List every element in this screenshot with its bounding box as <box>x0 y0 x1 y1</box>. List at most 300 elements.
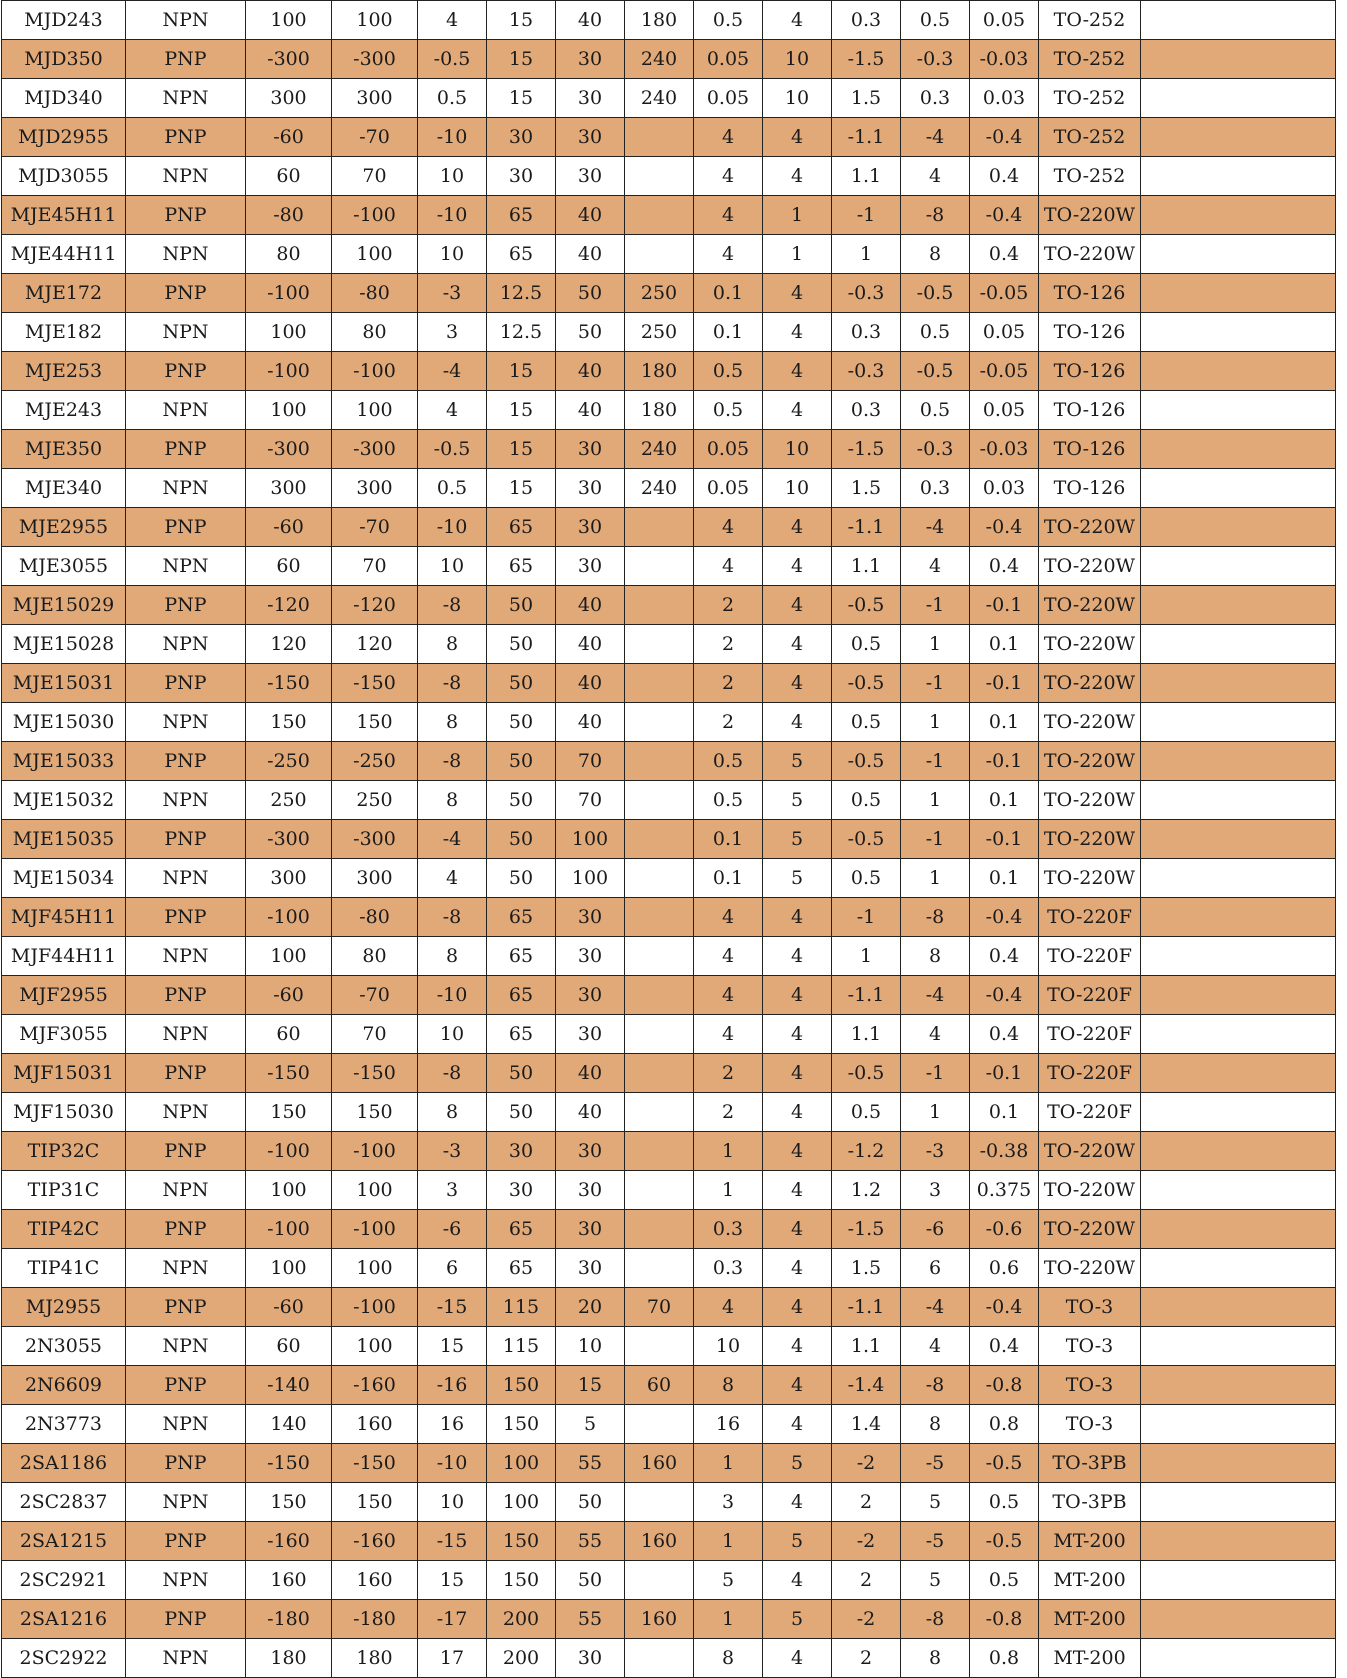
table-row <box>2 79 1336 118</box>
cell-remarks <box>1141 1288 1336 1327</box>
cell-part-number: MJF45H11 <box>2 898 126 937</box>
table-row <box>2 1561 1336 1600</box>
cell-ic-sat: 3 <box>901 1171 970 1210</box>
cell-package: TO-126 <box>1039 313 1141 352</box>
cell-test-ic: 4 <box>694 118 763 157</box>
cell-ic: 4 <box>418 1 487 40</box>
cell-vcbo: 70 <box>332 1015 418 1054</box>
cell-hfe-min: 5 <box>556 1405 625 1444</box>
cell-package: TO-220W <box>1039 742 1141 781</box>
cell-hfe-min: 15 <box>556 1366 625 1405</box>
cell-pc: 150 <box>487 1561 556 1600</box>
cell-vce-test: 4 <box>763 1288 832 1327</box>
cell-remarks <box>1141 1093 1336 1132</box>
cell-ic: -4 <box>418 820 487 859</box>
cell-part-number: MJE3055 <box>2 547 126 586</box>
cell-vceo: -60 <box>246 1288 332 1327</box>
cell-polarity: NPN <box>126 1405 246 1444</box>
cell-vce-test: 4 <box>763 1054 832 1093</box>
cell-hfe-max <box>625 235 694 274</box>
cell-vceo: 100 <box>246 1171 332 1210</box>
cell-pc: 50 <box>487 1093 556 1132</box>
cell-pc: 65 <box>487 235 556 274</box>
cell-test-ic: 4 <box>694 196 763 235</box>
cell-ic: -17 <box>418 1600 487 1639</box>
cell-hfe-min: 40 <box>556 391 625 430</box>
cell-hfe-min: 40 <box>556 1 625 40</box>
cell-ic: -10 <box>418 508 487 547</box>
cell-ic-sat: -0.5 <box>901 274 970 313</box>
cell-test-ic: 1 <box>694 1171 763 1210</box>
cell-vce-test: 1 <box>763 196 832 235</box>
cell-test-ic: 8 <box>694 1366 763 1405</box>
cell-polarity: NPN <box>126 1561 246 1600</box>
cell-polarity: PNP <box>126 664 246 703</box>
cell-hfe-min: 30 <box>556 508 625 547</box>
cell-ic: 16 <box>418 1405 487 1444</box>
cell-remarks <box>1141 586 1336 625</box>
cell-vce-sat: 0.3 <box>832 391 901 430</box>
cell-hfe-min: 40 <box>556 1093 625 1132</box>
cell-vce-sat: 0.3 <box>832 313 901 352</box>
cell-hfe-min: 30 <box>556 118 625 157</box>
cell-ic: 10 <box>418 547 487 586</box>
cell-package: TO-220W <box>1039 820 1141 859</box>
cell-package: TO-220W <box>1039 664 1141 703</box>
cell-polarity: PNP <box>126 274 246 313</box>
cell-pc: 200 <box>487 1600 556 1639</box>
cell-vceo: -100 <box>246 1210 332 1249</box>
cell-vcbo: 180 <box>332 1639 418 1678</box>
cell-package: TO-220W <box>1039 586 1141 625</box>
cell-hfe-max <box>625 1171 694 1210</box>
cell-remarks <box>1141 157 1336 196</box>
cell-vceo: -100 <box>246 898 332 937</box>
cell-ic-sat: 1 <box>901 781 970 820</box>
cell-vcbo: 80 <box>332 937 418 976</box>
cell-vce-sat: 2 <box>832 1639 901 1678</box>
cell-vce-test: 4 <box>763 274 832 313</box>
cell-ib-sat: 0.6 <box>970 1249 1039 1288</box>
cell-vce-sat: -0.5 <box>832 1054 901 1093</box>
cell-vcbo: -100 <box>332 1132 418 1171</box>
cell-vceo: -160 <box>246 1522 332 1561</box>
cell-vce-test: 4 <box>763 1366 832 1405</box>
cell-part-number: 2SA1186 <box>2 1444 126 1483</box>
cell-vce-sat: -1.2 <box>832 1132 901 1171</box>
cell-part-number: MJF15031 <box>2 1054 126 1093</box>
cell-test-ic: 1 <box>694 1600 763 1639</box>
cell-vceo: -250 <box>246 742 332 781</box>
cell-hfe-min: 70 <box>556 781 625 820</box>
cell-vce-sat: 1 <box>832 235 901 274</box>
cell-polarity: PNP <box>126 118 246 157</box>
transistor-spec-table <box>1 0 1336 1678</box>
cell-ic-sat: -1 <box>901 742 970 781</box>
cell-hfe-max <box>625 1561 694 1600</box>
cell-vceo: 300 <box>246 859 332 898</box>
cell-vceo: 60 <box>246 157 332 196</box>
cell-ic-sat: 4 <box>901 1015 970 1054</box>
cell-hfe-max <box>625 1639 694 1678</box>
cell-hfe-min: 40 <box>556 586 625 625</box>
cell-hfe-max <box>625 742 694 781</box>
cell-package: TO-220W <box>1039 1132 1141 1171</box>
cell-hfe-max <box>625 898 694 937</box>
cell-ic-sat: -6 <box>901 1210 970 1249</box>
cell-hfe-min: 30 <box>556 469 625 508</box>
cell-package: TO-220W <box>1039 196 1141 235</box>
cell-remarks <box>1141 1171 1336 1210</box>
cell-package: TO-126 <box>1039 430 1141 469</box>
cell-vceo: -150 <box>246 664 332 703</box>
cell-vce-test: 4 <box>763 547 832 586</box>
cell-remarks <box>1141 40 1336 79</box>
table-row <box>2 1093 1336 1132</box>
cell-polarity: NPN <box>126 1171 246 1210</box>
cell-part-number: MJE15030 <box>2 703 126 742</box>
cell-ib-sat: -0.5 <box>970 1444 1039 1483</box>
cell-vcbo: 300 <box>332 79 418 118</box>
cell-ib-sat: 0.375 <box>970 1171 1039 1210</box>
cell-vceo: 300 <box>246 469 332 508</box>
cell-ib-sat: -0.8 <box>970 1366 1039 1405</box>
table-row <box>2 1600 1336 1639</box>
cell-test-ic: 5 <box>694 1561 763 1600</box>
cell-ic: -15 <box>418 1522 487 1561</box>
cell-vce-test: 4 <box>763 1405 832 1444</box>
table-row <box>2 703 1336 742</box>
cell-ic-sat: 4 <box>901 1327 970 1366</box>
cell-vceo: -180 <box>246 1600 332 1639</box>
cell-package: TO-220F <box>1039 1093 1141 1132</box>
cell-remarks <box>1141 352 1336 391</box>
cell-vce-sat: 1 <box>832 937 901 976</box>
cell-pc: 15 <box>487 352 556 391</box>
cell-ic: 4 <box>418 391 487 430</box>
cell-vce-sat: 0.5 <box>832 625 901 664</box>
cell-hfe-max <box>625 586 694 625</box>
cell-package: TO-126 <box>1039 469 1141 508</box>
cell-ic: 15 <box>418 1561 487 1600</box>
cell-test-ic: 4 <box>694 898 763 937</box>
cell-hfe-max: 70 <box>625 1288 694 1327</box>
cell-hfe-min: 30 <box>556 1015 625 1054</box>
cell-ib-sat: 0.03 <box>970 79 1039 118</box>
cell-pc: 12.5 <box>487 274 556 313</box>
cell-test-ic: 4 <box>694 1015 763 1054</box>
cell-vcbo: -160 <box>332 1522 418 1561</box>
cell-hfe-max: 250 <box>625 274 694 313</box>
cell-polarity: NPN <box>126 1015 246 1054</box>
cell-vcbo: -70 <box>332 976 418 1015</box>
cell-ic: -10 <box>418 118 487 157</box>
cell-ic: 15 <box>418 1327 487 1366</box>
cell-part-number: MJF15030 <box>2 1093 126 1132</box>
cell-vceo: 150 <box>246 703 332 742</box>
cell-vceo: -300 <box>246 430 332 469</box>
cell-remarks <box>1141 1639 1336 1678</box>
cell-polarity: NPN <box>126 781 246 820</box>
cell-ib-sat: 0.4 <box>970 547 1039 586</box>
cell-vce-test: 10 <box>763 469 832 508</box>
cell-vcbo: -100 <box>332 1210 418 1249</box>
cell-vce-test: 4 <box>763 391 832 430</box>
cell-vce-test: 5 <box>763 859 832 898</box>
cell-ic-sat: -8 <box>901 1600 970 1639</box>
cell-vcbo: 300 <box>332 859 418 898</box>
cell-test-ic: 0.1 <box>694 859 763 898</box>
cell-hfe-max <box>625 547 694 586</box>
cell-remarks <box>1141 664 1336 703</box>
cell-part-number: MJD2955 <box>2 118 126 157</box>
cell-vceo: -100 <box>246 1132 332 1171</box>
cell-vce-sat: 1.4 <box>832 1405 901 1444</box>
cell-vcbo: 100 <box>332 1 418 40</box>
cell-vce-test: 4 <box>763 937 832 976</box>
cell-hfe-min: 10 <box>556 1327 625 1366</box>
cell-part-number: MJD340 <box>2 79 126 118</box>
cell-ib-sat: 0.8 <box>970 1405 1039 1444</box>
cell-ib-sat: 0.4 <box>970 1327 1039 1366</box>
cell-remarks <box>1141 937 1336 976</box>
cell-ic-sat: -1 <box>901 664 970 703</box>
table-row <box>2 781 1336 820</box>
cell-pc: 65 <box>487 1015 556 1054</box>
cell-vceo: -120 <box>246 586 332 625</box>
cell-vce-sat: 0.5 <box>832 781 901 820</box>
cell-ic: -15 <box>418 1288 487 1327</box>
cell-pc: 115 <box>487 1288 556 1327</box>
cell-remarks <box>1141 391 1336 430</box>
cell-hfe-min: 70 <box>556 742 625 781</box>
cell-package: TO-3PB <box>1039 1444 1141 1483</box>
cell-vce-test: 4 <box>763 1210 832 1249</box>
cell-vce-test: 4 <box>763 1327 832 1366</box>
cell-hfe-max <box>625 820 694 859</box>
cell-hfe-max: 60 <box>625 1366 694 1405</box>
cell-ic: 10 <box>418 157 487 196</box>
cell-vce-sat: -1.1 <box>832 1288 901 1327</box>
cell-vceo: 80 <box>246 235 332 274</box>
table-row <box>2 1444 1336 1483</box>
cell-pc: 200 <box>487 1639 556 1678</box>
cell-hfe-max <box>625 1483 694 1522</box>
table-row <box>2 1366 1336 1405</box>
cell-pc: 50 <box>487 742 556 781</box>
cell-vcbo: 100 <box>332 1327 418 1366</box>
cell-vcbo: -150 <box>332 664 418 703</box>
cell-test-ic: 2 <box>694 664 763 703</box>
cell-part-number: MJD350 <box>2 40 126 79</box>
cell-pc: 30 <box>487 118 556 157</box>
cell-vceo: -140 <box>246 1366 332 1405</box>
table-row <box>2 1288 1336 1327</box>
cell-vce-sat: -0.5 <box>832 742 901 781</box>
table-row <box>2 508 1336 547</box>
cell-hfe-max <box>625 196 694 235</box>
cell-vce-sat: -1.1 <box>832 118 901 157</box>
table-row <box>2 469 1336 508</box>
cell-ib-sat: 0.1 <box>970 1093 1039 1132</box>
table-row <box>2 898 1336 937</box>
cell-hfe-max: 180 <box>625 1 694 40</box>
cell-ic: 10 <box>418 1483 487 1522</box>
cell-ib-sat: 0.8 <box>970 1639 1039 1678</box>
table-row <box>2 313 1336 352</box>
cell-hfe-min: 40 <box>556 1054 625 1093</box>
cell-vce-test: 4 <box>763 664 832 703</box>
cell-hfe-min: 30 <box>556 79 625 118</box>
cell-package: TO-220F <box>1039 1054 1141 1093</box>
cell-polarity: PNP <box>126 1366 246 1405</box>
cell-remarks <box>1141 196 1336 235</box>
cell-ib-sat: -0.4 <box>970 118 1039 157</box>
cell-ic: 8 <box>418 937 487 976</box>
cell-ic: -10 <box>418 1444 487 1483</box>
cell-vceo: -150 <box>246 1054 332 1093</box>
cell-vce-sat: -1.5 <box>832 430 901 469</box>
cell-part-number: MJE15032 <box>2 781 126 820</box>
table-body <box>2 1 1336 1678</box>
cell-package: TO-126 <box>1039 391 1141 430</box>
cell-hfe-max <box>625 118 694 157</box>
cell-part-number: MJE2955 <box>2 508 126 547</box>
cell-vcbo: 150 <box>332 703 418 742</box>
cell-test-ic: 0.5 <box>694 781 763 820</box>
cell-pc: 50 <box>487 664 556 703</box>
cell-ic-sat: 0.5 <box>901 1 970 40</box>
cell-pc: 15 <box>487 79 556 118</box>
cell-vce-test: 5 <box>763 1600 832 1639</box>
cell-test-ic: 0.5 <box>694 391 763 430</box>
table-row <box>2 1210 1336 1249</box>
cell-ic: 8 <box>418 781 487 820</box>
table-row <box>2 1405 1336 1444</box>
cell-ic: -10 <box>418 196 487 235</box>
cell-polarity: PNP <box>126 1288 246 1327</box>
cell-ic: -8 <box>418 898 487 937</box>
cell-polarity: NPN <box>126 1639 246 1678</box>
cell-vce-sat: -1.1 <box>832 508 901 547</box>
cell-vce-test: 4 <box>763 508 832 547</box>
cell-package: MT-200 <box>1039 1561 1141 1600</box>
cell-remarks <box>1141 1522 1336 1561</box>
cell-polarity: PNP <box>126 1132 246 1171</box>
cell-vceo: -300 <box>246 40 332 79</box>
cell-package: TO-220W <box>1039 1249 1141 1288</box>
cell-hfe-max <box>625 1054 694 1093</box>
cell-ic: -3 <box>418 274 487 313</box>
cell-ic-sat: 4 <box>901 547 970 586</box>
cell-vce-sat: -1.4 <box>832 1366 901 1405</box>
cell-ic: -8 <box>418 664 487 703</box>
cell-hfe-max: 240 <box>625 40 694 79</box>
cell-ic-sat: 0.3 <box>901 79 970 118</box>
cell-polarity: PNP <box>126 1522 246 1561</box>
cell-part-number: 2N6609 <box>2 1366 126 1405</box>
cell-remarks <box>1141 1327 1336 1366</box>
cell-pc: 100 <box>487 1444 556 1483</box>
cell-hfe-min: 30 <box>556 1249 625 1288</box>
cell-part-number: MJE15029 <box>2 586 126 625</box>
cell-polarity: PNP <box>126 976 246 1015</box>
cell-test-ic: 2 <box>694 625 763 664</box>
cell-test-ic: 0.05 <box>694 40 763 79</box>
cell-polarity: PNP <box>126 352 246 391</box>
cell-ic: -4 <box>418 352 487 391</box>
cell-ib-sat: -0.1 <box>970 664 1039 703</box>
cell-polarity: NPN <box>126 1327 246 1366</box>
cell-test-ic: 0.05 <box>694 469 763 508</box>
cell-ic-sat: -5 <box>901 1522 970 1561</box>
cell-remarks <box>1141 742 1336 781</box>
cell-hfe-max <box>625 859 694 898</box>
cell-vce-sat: 1.5 <box>832 1249 901 1288</box>
cell-hfe-max: 240 <box>625 469 694 508</box>
table-row <box>2 118 1336 157</box>
cell-ib-sat: 0.05 <box>970 313 1039 352</box>
cell-ic-sat: -5 <box>901 1444 970 1483</box>
cell-vcbo: 250 <box>332 781 418 820</box>
cell-part-number: MJD3055 <box>2 157 126 196</box>
cell-ib-sat: -0.1 <box>970 586 1039 625</box>
cell-ic: 17 <box>418 1639 487 1678</box>
cell-part-number: MJE253 <box>2 352 126 391</box>
cell-polarity: NPN <box>126 235 246 274</box>
cell-remarks <box>1141 625 1336 664</box>
cell-vce-test: 4 <box>763 1249 832 1288</box>
cell-pc: 50 <box>487 586 556 625</box>
cell-hfe-min: 55 <box>556 1444 625 1483</box>
cell-polarity: PNP <box>126 1210 246 1249</box>
cell-vce-sat: -2 <box>832 1444 901 1483</box>
table-row <box>2 1 1336 40</box>
cell-test-ic: 0.1 <box>694 820 763 859</box>
cell-vce-sat: -1.5 <box>832 40 901 79</box>
cell-ic-sat: -1 <box>901 586 970 625</box>
cell-test-ic: 0.05 <box>694 430 763 469</box>
cell-pc: 150 <box>487 1366 556 1405</box>
cell-hfe-max <box>625 1210 694 1249</box>
cell-vce-sat: 0.5 <box>832 1093 901 1132</box>
cell-test-ic: 0.5 <box>694 352 763 391</box>
cell-ib-sat: -0.03 <box>970 40 1039 79</box>
cell-ic-sat: -4 <box>901 976 970 1015</box>
cell-vce-sat: -0.5 <box>832 664 901 703</box>
table-row <box>2 391 1336 430</box>
cell-vce-test: 4 <box>763 1561 832 1600</box>
cell-ib-sat: -0.4 <box>970 508 1039 547</box>
cell-polarity: PNP <box>126 742 246 781</box>
cell-part-number: MJE44H11 <box>2 235 126 274</box>
cell-pc: 150 <box>487 1522 556 1561</box>
cell-package: TO-252 <box>1039 40 1141 79</box>
table-row <box>2 235 1336 274</box>
cell-remarks <box>1141 274 1336 313</box>
cell-pc: 30 <box>487 1132 556 1171</box>
cell-hfe-max: 160 <box>625 1600 694 1639</box>
cell-part-number: MJE172 <box>2 274 126 313</box>
cell-pc: 65 <box>487 937 556 976</box>
cell-ic-sat: 6 <box>901 1249 970 1288</box>
cell-vcbo: -300 <box>332 40 418 79</box>
table-row <box>2 742 1336 781</box>
cell-ic-sat: 1 <box>901 1093 970 1132</box>
cell-vcbo: 150 <box>332 1483 418 1522</box>
cell-test-ic: 4 <box>694 937 763 976</box>
cell-hfe-min: 20 <box>556 1288 625 1327</box>
